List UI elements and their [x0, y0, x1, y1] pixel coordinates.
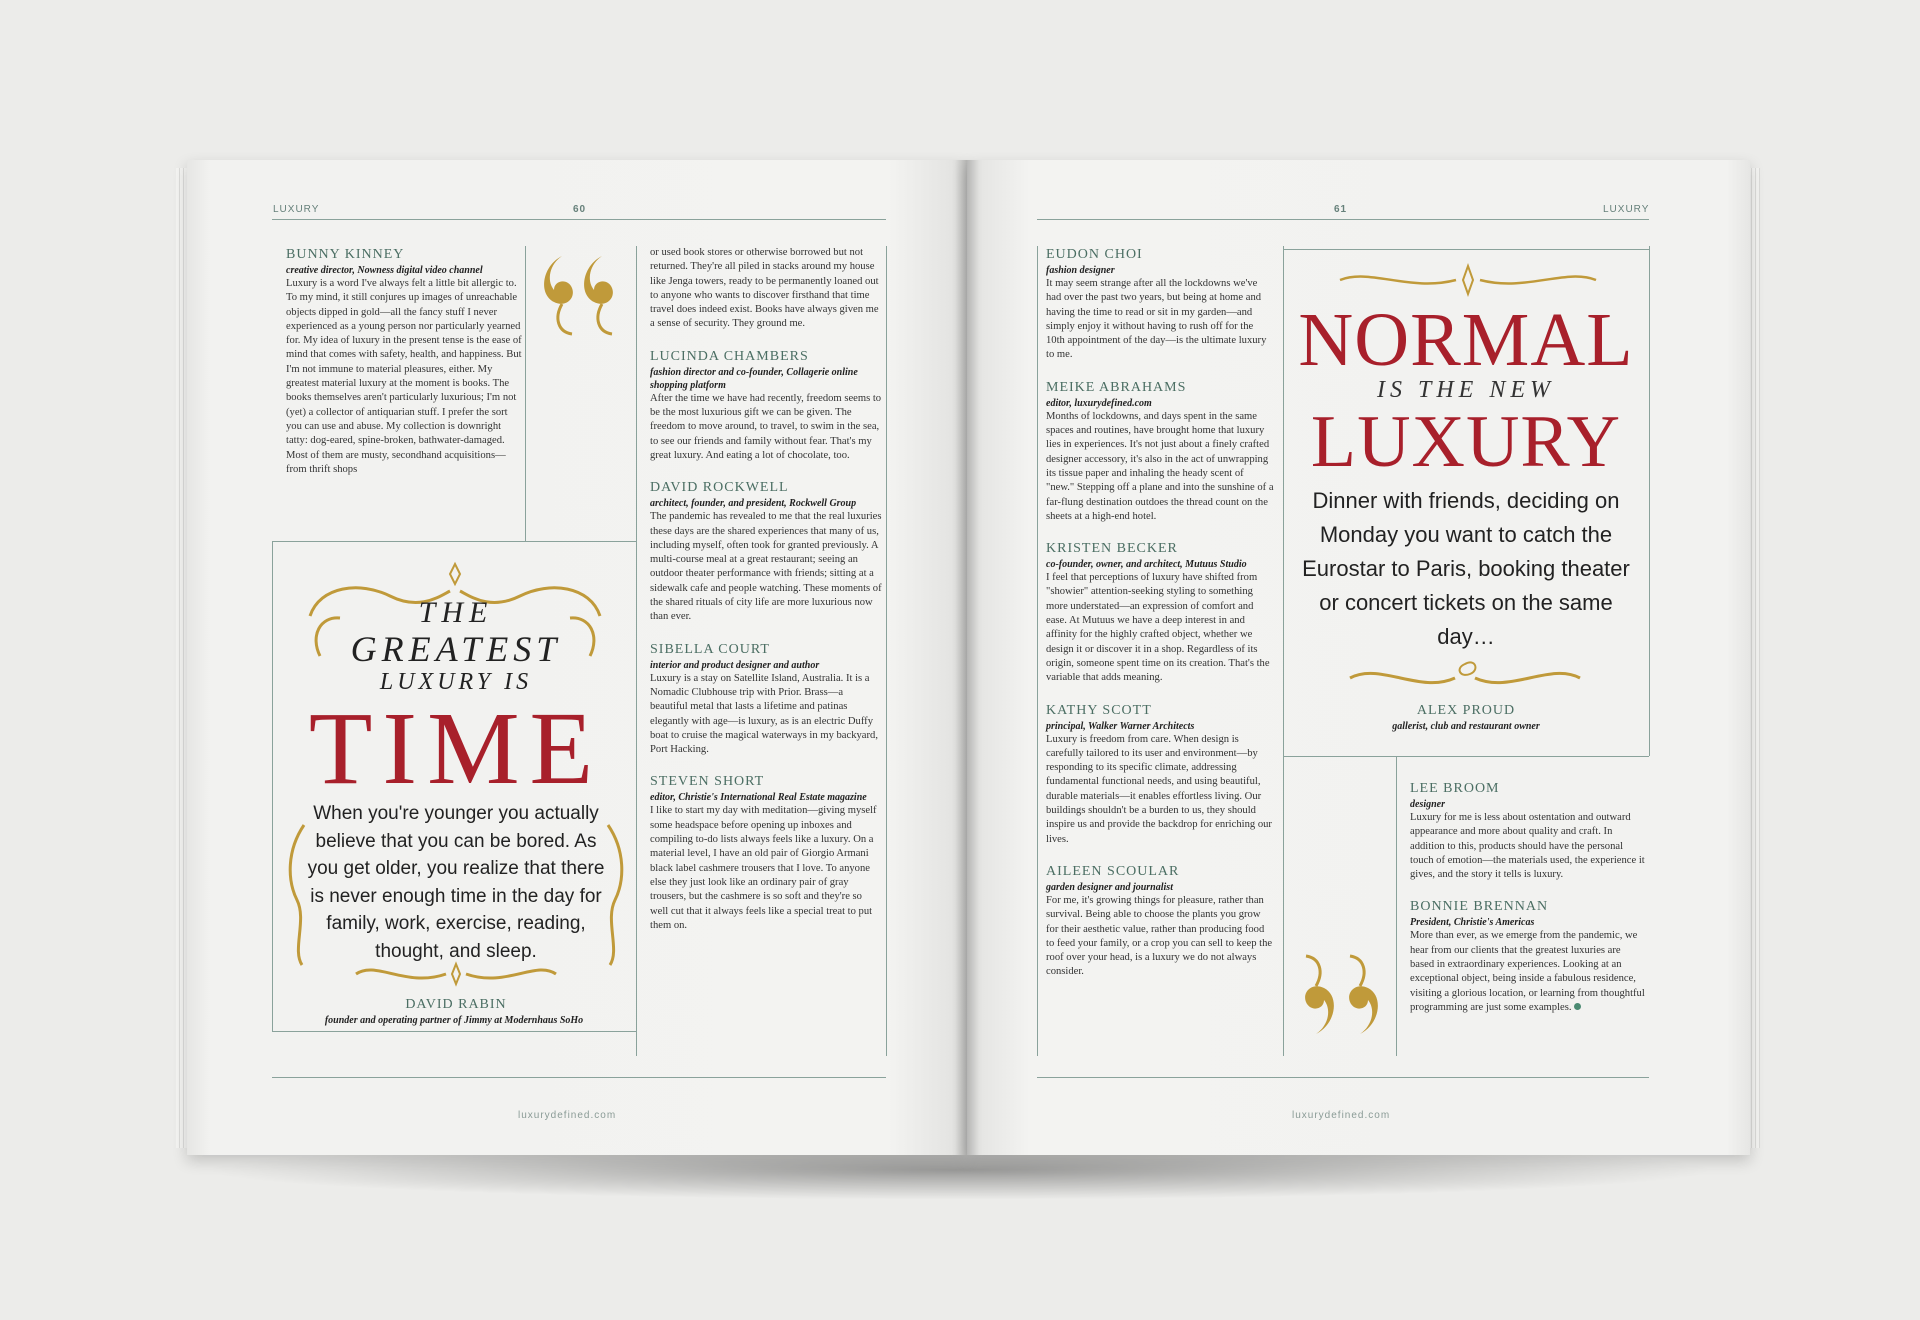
right-col-divider — [1283, 246, 1284, 1056]
contributor-role: creative director, Nowness digital video channel — [286, 265, 483, 276]
contributor-role: editor, luxurydefined.com — [1046, 397, 1152, 409]
contributor-role: designer — [1410, 799, 1445, 810]
contributor-entry — [650, 479, 882, 624]
gold-flourish-icon — [1340, 656, 1590, 700]
contributor-entry — [1046, 863, 1274, 980]
feature-line2: GREATEST — [350, 629, 562, 669]
contributor-entry — [286, 246, 524, 477]
left-page-number: 60 — [573, 204, 587, 215]
contributor-entry — [1410, 898, 1646, 1015]
left-outer-rule — [886, 246, 887, 1056]
contributor-name: BUNNY KINNEY — [286, 247, 405, 262]
feature-headline-2: LUXURY — [1310, 401, 1622, 483]
contributor-text: Months of lockdowns, and days spent in the same spaces and routines, have brought home that luxury lies in experiences. It's not just about a finely crafted designer accessory, it's also in the act of unwrapping its tissue paper and inhaling the heady scent of "new." Stepping off a plane and into the sunshine of a far-flung destination outdoes the thread count on the sheets at a high-end hotel. — [1046, 410, 1274, 522]
right-footer: luxurydefined.com — [1292, 1110, 1391, 1121]
left-section-label: LUXURY — [273, 204, 320, 215]
left-footer: luxurydefined.com — [518, 1110, 617, 1121]
contributor-role: interior and product designer and author — [650, 659, 820, 671]
contributor-name: DAVID ROCKWELL — [650, 480, 789, 496]
contributor-name: EUDON CHOI — [1046, 247, 1143, 262]
contributor-role: fashion director and co-founder, Collagerie online shopping platform — [650, 366, 858, 391]
right-section-label: LUXURY — [1603, 204, 1650, 215]
contributor-entry — [1046, 379, 1274, 524]
right-col2 — [1410, 780, 1646, 1031]
contributor-name: LUCINDA CHAMBERS — [650, 348, 809, 364]
left-box-top — [272, 541, 636, 542]
feature-author-role: founder and operating partner of Jimmy at Modernhaus SoHo — [324, 1015, 584, 1026]
contributor-text: Luxury is a word I've always felt a little bit allergic to. To my mind, it still conjures up images of unreachable objects dipped in gold—all the fancy stuff I never experienced as a young person nor particularly yearned for. My idea of luxury in the present tense is the ease of mind that comes with safety, health, and happiness. But I'm not immune to material pleasures, either. My greatest material luxury at the moment is books. The books themselves aren't particularly luxurious; I'm not (yet) a collector of antiquarian stuff. I prefer the sort you can use and abuse. My collection is downright tatty: dog-eared, spine-broken, bathwater-damaged. Most of them are musty, secondhand acquisitions—from thrift shops — [286, 278, 522, 475]
feature-author: ALEX PROUD — [1416, 703, 1516, 718]
right-box-bottom — [1283, 756, 1649, 757]
left-col-divider — [636, 246, 637, 1056]
book-gutter — [955, 160, 979, 1155]
contributor-text-span: More than ever, as we emerge from the pandemic, we hear from our clients that the greatest luxuries are based in extraordinary experiences. Looking at an exceptional object, being inside a fabulous residence, visiting a glorious location, or learning from thoughtful programming are just some examples. — [1410, 930, 1645, 1013]
right-page-number: 61 — [1334, 204, 1348, 215]
right-top-rule — [1037, 219, 1649, 220]
contributor-entry — [1410, 780, 1646, 882]
right-col-divider-bottom — [1396, 756, 1397, 1056]
right-col1 — [1046, 246, 1274, 996]
contributor-name: STEVEN SHORT — [650, 774, 765, 790]
contributor-text: Luxury for me is less about ostentation and outward appearance and more about quality and craft. In addition to this, products should have the personal touch of emotion—the materials used, the experience it gives, and the story it tells is luxury. — [1410, 812, 1645, 881]
contributor-name: LEE BROOM — [1410, 781, 1500, 796]
quote-close-icon — [1286, 944, 1390, 1044]
contributor-role: co-founder, owner, and architect, Mutuus Studio — [1046, 559, 1247, 571]
contributor-role: garden designer and journalist — [1046, 881, 1173, 893]
gold-flourish-icon — [282, 820, 312, 970]
contributor-role: architect, founder, and president, Rockwell Group — [650, 498, 857, 510]
feature-line2: IS THE NEW — [1377, 377, 1555, 403]
contributor-text: It may seem strange after all the lockdowns we've had over the past two years, but being at home and having the time to read or sit in my garden—and simply enjoy it without having to rush off for the 10th appointment of the day—is the ultimate luxury to me. — [1046, 278, 1267, 361]
feature-line1: THE — [418, 596, 494, 629]
contributor-text: I feel that perceptions of luxury have shifted from "showier" attention-seeking styling to something more understated—an expression of comfort and ease. At Mutuus we have a deep interest in and affinity for the highly crafted object, whether we design it or discover it in a shop. Regardless of its origin, someone spent time on its creation. That's the variable that adds meaning. — [1046, 572, 1270, 684]
quote-open-icon — [532, 246, 624, 346]
contributor-name: KRISTEN BECKER — [1046, 541, 1178, 557]
contributor-entry — [1046, 540, 1274, 685]
contributor-entry — [650, 348, 882, 463]
contributor-text: Luxury is freedom from care. When design is carefully tailored to its user and environment—by responding to its specific climate, addressing fundamental functional needs, and using beautiful, durable materials—it enables effortless living. Our buildings shouldn't be a burden to us, they should inspire us and provide the backdrop for enriching our lives. — [1046, 733, 1272, 845]
contributor-entry — [650, 641, 882, 758]
contributor-text: For me, it's growing things for pleasure, rather than survival. Being able to choose the plants you grow for their aesthetic value, rather than producing food to feed your family, or a crop you can sell to keep the roof over your head, is a luxury we do not always consider. — [1046, 894, 1273, 978]
right-bottom-rule — [1037, 1077, 1649, 1078]
end-dot-icon — [1574, 1003, 1581, 1010]
contributor-text: Luxury is a stay on Satellite Island, Australia. It is a Nomadic Clubhouse trip with Prior. Brass—a beautiful metal that lasts a lifetime and patinas elegantly with age—is luxury, as is an electric Duffy boat to cruise the magical waterways in my backyard, Port Hacking. — [650, 672, 878, 756]
feature-line3: LUXURY IS — [379, 669, 533, 695]
contributor-name: MEIKE ABRAHAMS — [1046, 379, 1187, 395]
left-box-rule — [272, 541, 273, 1031]
contributor-text — [1410, 929, 1646, 1015]
contributor-role: principal, Walker Warner Architects — [1046, 720, 1195, 732]
feature-headline: NORMAL — [1298, 298, 1634, 382]
left-bottom-rule — [272, 1077, 886, 1078]
contributor-role: fashion designer — [1046, 265, 1115, 276]
contributor-role: President, Christie's Americas — [1410, 917, 1535, 929]
contributor-entry — [1046, 246, 1274, 363]
gold-flourish-icon — [346, 960, 566, 988]
contributor-name: SIBELLA COURT — [650, 641, 770, 657]
right-outer-rule — [1037, 246, 1038, 1056]
left-col-divider-top — [525, 246, 526, 541]
contributor-entry — [1046, 702, 1274, 847]
contributor-text: After the time we have had recently, freedom seems to be the most luxurious gift we can be given. The freedom to move around, to travel, to swim in the sea, to see our friends and family without fear. That's my great luxury. And eating a lot of chocolate, too. — [650, 392, 882, 461]
right-box-top — [1283, 249, 1649, 250]
contributor-name: BONNIE BRENNAN — [1410, 899, 1549, 915]
feature-quote: Dinner with friends, deciding on Monday you want to catch the Eurostar to Paris, booking theater or concert tickets on the same day… — [1302, 488, 1630, 649]
left-top-rule — [272, 219, 886, 220]
contributor-text: The pandemic has revealed to me that the real luxuries these days are the shared experiences that many of us, including myself, often took for granted previously. A multi-course meal at a great restaurant; seeing an outdoor theater performance with friends; sitting at a sidewalk cafe and people watching. These moments of the shared rituals of city life are more luxurious now than ever. — [650, 511, 882, 623]
contributor-entry — [650, 773, 882, 933]
feature-author: DAVID RABIN — [405, 997, 507, 1012]
contributor-text: or used book stores or otherwise borrowed but not returned. They're all piled in stacks around my house like Jenga towers, ready to be permanently loaned out to anyone who wants to discover firsthand that time travel does indeed exist. Books have always given me a sense of security. They ground me. — [650, 247, 879, 330]
feature-author-role: gallerist, club and restaurant owner — [1392, 721, 1540, 732]
contributor-role: editor, Christie's International Real Estate magazine — [650, 792, 867, 804]
right-box-rule — [1649, 246, 1650, 756]
left-col2 — [650, 246, 882, 949]
contributor-entry — [650, 246, 882, 332]
contributor-text: I like to start my day with meditation—giving myself some headspace before opening up inboxes and compiling to-do lists always feels like a luxury. On a material level, I have an old pair of Giorgio Armani black label cashmere trousers that I love. To anyone else they just look like an ordinary pair of gray trousers, but the cashmere is so soft and they're so well cut that it always feels like a special treat to put them on. — [650, 805, 877, 931]
feature-quote: When you're younger you actually believe that you can be bored. As you get older, you realize that there is never enough time in the day for family, work, exercise, reading, thought, and sleep. — [307, 803, 605, 962]
contributor-name: KATHY SCOTT — [1046, 702, 1152, 718]
left-box-bottom — [272, 1031, 636, 1032]
gold-flourish-icon — [600, 820, 630, 970]
left-col1 — [286, 246, 524, 493]
contributor-name: AILEEN SCOULAR — [1046, 863, 1180, 879]
feature-headline: TIME — [308, 691, 604, 806]
